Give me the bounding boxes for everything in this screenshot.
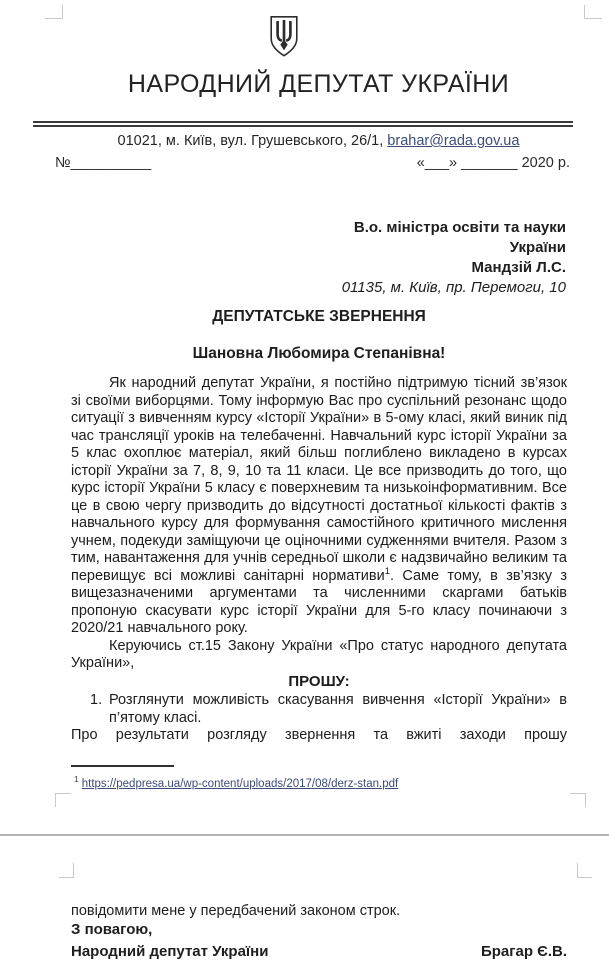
footnote-separator <box>71 765 174 767</box>
results-paragraph: Про результати розгляду звернення та вжиті заходи прошу <box>71 727 567 743</box>
document-number-blank: №__________ <box>55 155 152 171</box>
page-break-line <box>0 834 609 836</box>
letterhead-double-rule <box>33 121 573 127</box>
page1-bottom-left-margin-mark <box>55 793 71 807</box>
footnote-reference: 1 <box>384 565 390 577</box>
footnote-marker: 1 <box>74 773 79 784</box>
subject-title: ДЕПУТАТСЬКЕ ЗВЕРНЕННЯ <box>212 308 426 325</box>
signatory-name: Брагар Є.В. <box>480 943 567 960</box>
legal-basis-paragraph: Керуючись ст.15 Закону України «Про статус народного депутата України», <box>71 637 567 671</box>
request-heading: ПРОШУ: <box>288 672 350 690</box>
salutation: Шановна Любомира Степанівна! <box>192 345 446 362</box>
recipient-line: В.о. міністра освіти та науки <box>353 219 566 236</box>
document-date-blank: «___» _______ 2020 р. <box>416 155 570 171</box>
body-paragraph-1-text-cont: . Саме тому, в зв’язку з вищезазначеними аргументами та численними скаргами батьків пропоную скасувати курс історії України для 5-го класу починаючи з 2020/21 навчального року. <box>71 567 567 636</box>
page2-top-right-margin-mark <box>577 863 592 878</box>
letterhead-address-line <box>69 133 568 149</box>
body-paragraph-1-text: Як народний депутат України, я постійно підтримую тісний зв’язок зі своїми виборцями. Тому інформую Вас про суспільний резонанс щодо ситуації з вивченням курсу «Історії України» в 5-ому класі, який виник під час трансляції уроків на телебаченні. Навчальний курс історії України за 5 клас охоплює матеріал, який більш поглиблено викладено в курсах історії України за 7, 8, 9, 10 та 11 класи. Це все призводить до того, що курс історії України 5 класу є поверхневим та низькоінформативним. Все це в свою чергу призводить до відсутності достатньої кількості фактів з навчального курсу для формування самостійного критичного мислення учнем, подекуди заміщуючи це оціночними судженнями вчителя. Разом з тим, навантаження для учнів середньої школи є надзвичайно великим та перевищує всі можливі санітарні нормативи <box>71 375 567 584</box>
letter-body <box>71 375 567 793</box>
number-date-row <box>55 155 570 171</box>
list-item-number: 1. <box>90 692 103 708</box>
letterhead-title: НАРОДНИЙ ДЕПУТАТ УКРАЇНИ <box>127 70 510 98</box>
request-list-item-1 <box>90 692 567 727</box>
recipient-line: України <box>509 239 566 256</box>
recipient-address: 01135, м. Київ, пр. Перемоги, 10 <box>341 279 566 296</box>
page2-top-left-margin-mark <box>59 863 74 878</box>
footnote <box>71 771 567 793</box>
ukraine-trident-shield-icon <box>268 45 300 62</box>
signature-row <box>71 943 567 960</box>
list-item-text: Розглянути можливість скасування вивчення «Історії України» в п’ятому класі. <box>109 692 567 726</box>
closing-regards: З повагою, <box>71 921 153 938</box>
letterhead-address-text: 01021, м. Київ, вул. Грушевського, 26/1, <box>117 133 388 149</box>
footnote-link[interactable]: https://pedpresa.ua/wp-content/uploads/2017/08/derz-stan.pdf <box>81 777 399 790</box>
recipient-name: Мандзій Л.С. <box>471 259 566 276</box>
footnote-block <box>71 765 567 793</box>
signatory-title: Народний депутат України <box>71 943 269 960</box>
body-paragraph-1 <box>71 375 567 638</box>
continuation-paragraph: повідомити мене у передбачений законом строк. <box>71 902 401 919</box>
email-link[interactable]: brahar@rada.gov.ua <box>387 133 520 149</box>
page1-bottom-right-margin-mark <box>570 793 586 807</box>
recipient-block <box>342 218 566 298</box>
page1-top-right-margin-mark <box>584 5 602 19</box>
coat-of-arms <box>0 15 568 63</box>
